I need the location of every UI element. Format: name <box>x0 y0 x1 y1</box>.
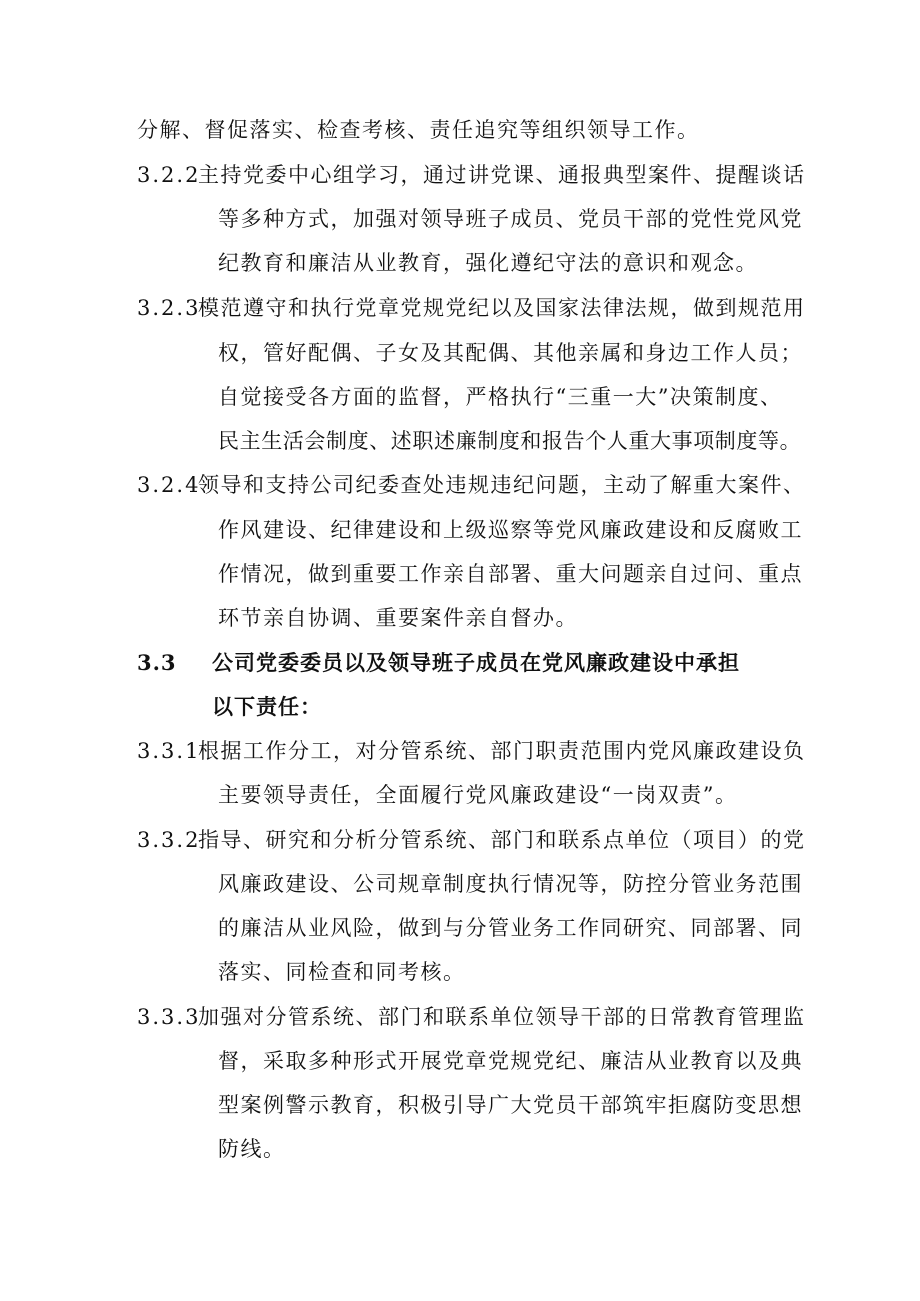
item-text: 加强对分管系统、部门和联系单位领导干部的日常教育管理监 <box>198 1005 806 1029</box>
section-heading: 公司党委委员以及领导班子成员在党风廉政建设中承担 <box>212 650 740 675</box>
item-number: 3.2.2 <box>137 163 201 187</box>
item-text: 主要领导责任，全面履行党风廉政建设“一岗双责”。 <box>218 783 738 807</box>
item-text: 等多种方式，加强对领导班子成员、党员干部的党性党风党 <box>218 207 803 231</box>
item-text: 风廉政建设、公司规章制度执行情况等，防控分管业务范围 <box>218 872 803 896</box>
paragraph-continuation: 分解、督促落实、检查考核、责任追究等组织领导工作。 <box>137 118 700 142</box>
item-text: 根据工作分工，对分管系统、部门职责范围内党风廉政建设负 <box>198 739 806 763</box>
item-text: 主持党委中心组学习，通过讲党课、通报典型案件、提醒谈话 <box>198 163 806 187</box>
item-text: 模范遵守和执行党章党规党纪以及国家法律法规，做到规范用 <box>198 296 806 320</box>
item-number: 3.2.3 <box>137 296 201 320</box>
section-number: 3.3 <box>137 650 177 675</box>
item-text: 型案例警示教育，积极引导广大党员干部筑牢拒腐防变思想 <box>218 1093 803 1117</box>
item-number: 3.2.4 <box>137 473 201 497</box>
item-text: 作风建设、纪律建设和上级巡察等党风廉政建设和反腐败工 <box>218 518 803 542</box>
item-number: 3.3.3 <box>137 1005 201 1029</box>
item-text: 环节亲自协调、重要案件亲自督办。 <box>218 606 578 630</box>
item-text: 作情况，做到重要工作亲自部署、重大问题亲自过问、重点 <box>218 562 803 586</box>
item-number: 3.3.1 <box>137 739 201 763</box>
item-text: 权，管好配偶、子女及其配偶、其他亲属和身边工作人员； <box>218 341 803 365</box>
item-text: 的廉洁从业风险，做到与分管业务工作同研究、同部署、同 <box>218 916 803 940</box>
item-text: 领导和支持公司纪委查处违规违纪问题，主动了解重大案件、 <box>198 473 806 497</box>
item-text: 纪教育和廉洁从业教育，强化遵纪守法的意识和观念。 <box>218 251 758 275</box>
item-text: 民主生活会制度、述职述廉制度和报告个人重大事项制度等。 <box>218 429 802 453</box>
item-text: 落实、同检查和同考核。 <box>218 960 466 984</box>
item-text: 自觉接受各方面的监督，严格执行“三重一大”决策制度、 <box>218 385 783 409</box>
item-text: 指导、研究和分析分管系统、部门和联系点单位（项目）的党 <box>198 828 806 852</box>
item-text: 督，采取多种形式开展党章党规党纪、廉洁从业教育以及典 <box>218 1049 803 1073</box>
section-heading: 以下责任： <box>212 694 322 719</box>
item-text: 防线。 <box>218 1137 286 1161</box>
item-number: 3.3.2 <box>137 828 201 852</box>
